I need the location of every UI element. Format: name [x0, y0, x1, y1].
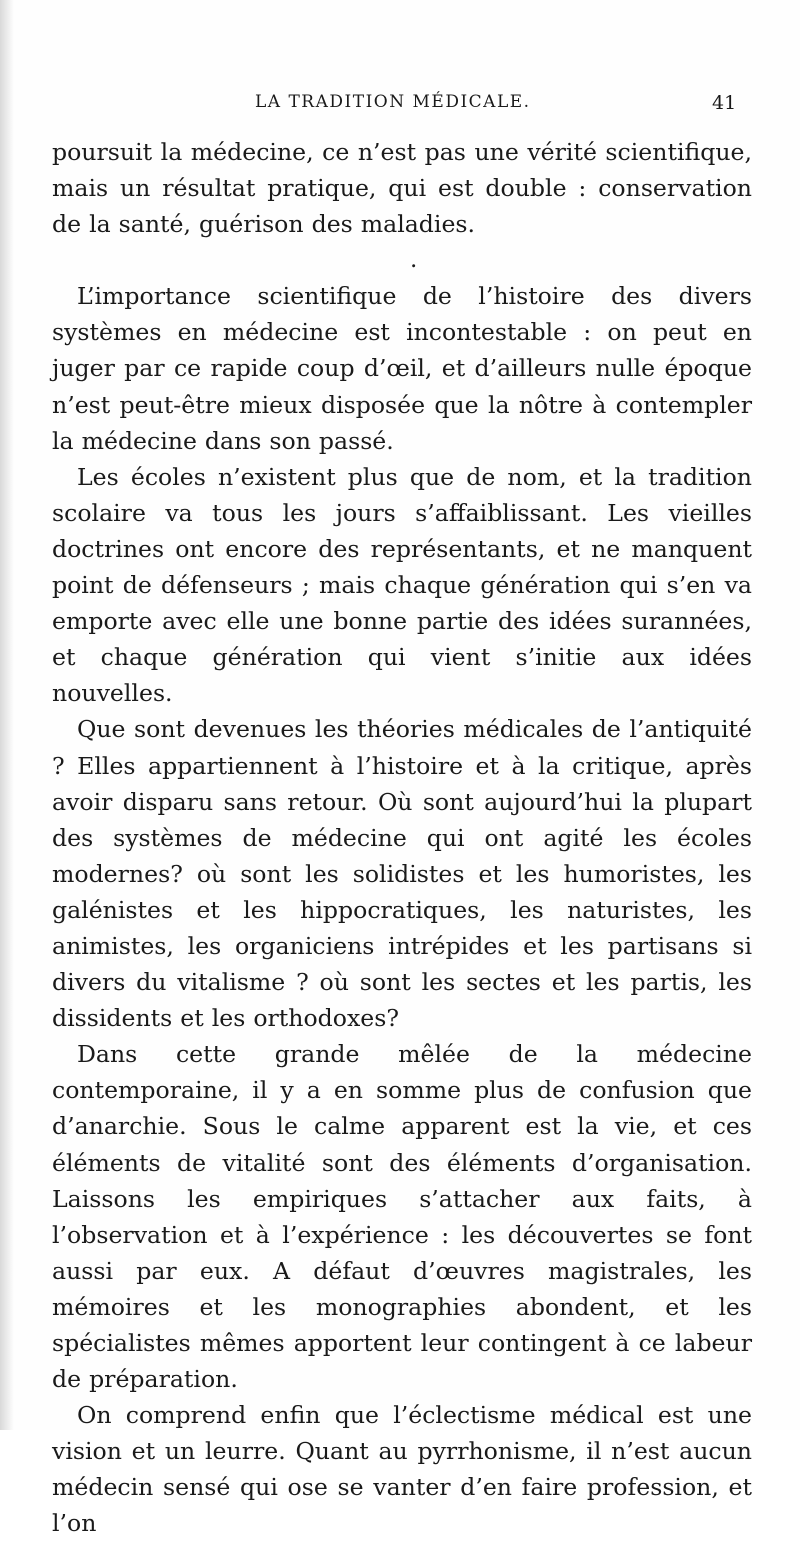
stray-mark-line [52, 242, 752, 278]
paragraph-1: poursuit la médecine, ce n’est pas une vérité scientifique, mais un résultat pratique, qui est double : conservation de la santé, guérison des maladies. [52, 138, 752, 239]
running-title: LA TRADITION MÉDICALE. [255, 92, 531, 112]
page-gutter-shadow [0, 0, 14, 1430]
page-header [0, 92, 800, 122]
stray-mark: . [410, 247, 418, 274]
body-text [52, 134, 752, 1542]
paragraph-4: Que sont devenues les théories médicales de l’antiquité ? Elles appartiennent à l’histoire et à la critique, après avoir disparu sans retour. Où sont aujourd’hui la plupart des systèmes de médecine qui ont agité les écoles modernes? où sont les solidistes et les humoristes, les galénistes et les hippocratiques, les naturistes, les animistes, les organiciens intrépides et les partisans si divers du vitalisme ? où sont les sectes et les partis, les dissidents et les orthodoxes? [52, 715, 752, 1033]
paragraph-2: L’importance scientifique de l’histoire des divers systèmes en médecine est incontestable : on peut en juger par ce rapide coup d’œil, et d’ailleurs nulle époque n’est peut-être mieux disposée que la nôtre à contempler la médecine dans son passé. [52, 282, 752, 455]
paragraph-5: Dans cette grande mêlée de la médecine contemporaine, il y a en somme plus de confusion que d’anarchie. Sous le calme apparent est la vie, et ces éléments de vitalité sont des éléments d’organisation. Laissons les empiriques s’attacher aux faits, à l’observation et à l’expérience : les découvertes se font aussi par eux. A défaut d’œuvres magistrales, les mémoires et les monographies abondent, et les spécialistes mêmes apportent leur contingent à ce labeur de préparation. [52, 1040, 752, 1394]
paragraph-6: On comprend enfin que l’éclectisme médical est une vision et un leurre. Quant au pyrrhonisme, il n’est aucun médecin sensé qui ose se vanter d’en faire profession, et l’on [52, 1401, 752, 1538]
page-number: 41 [712, 92, 737, 114]
paragraph-3: Les écoles n’existent plus que de nom, et la tradition scolaire va tous les jours s’affaiblissant. Les vieilles doctrines ont encore des représentants, et ne manquent point de défenseurs ; mais chaque génération qui s’en va emporte avec elle une bonne partie des idées surannées, et chaque génération qui vient s’initie aux idées nouvelles. [52, 462, 752, 708]
